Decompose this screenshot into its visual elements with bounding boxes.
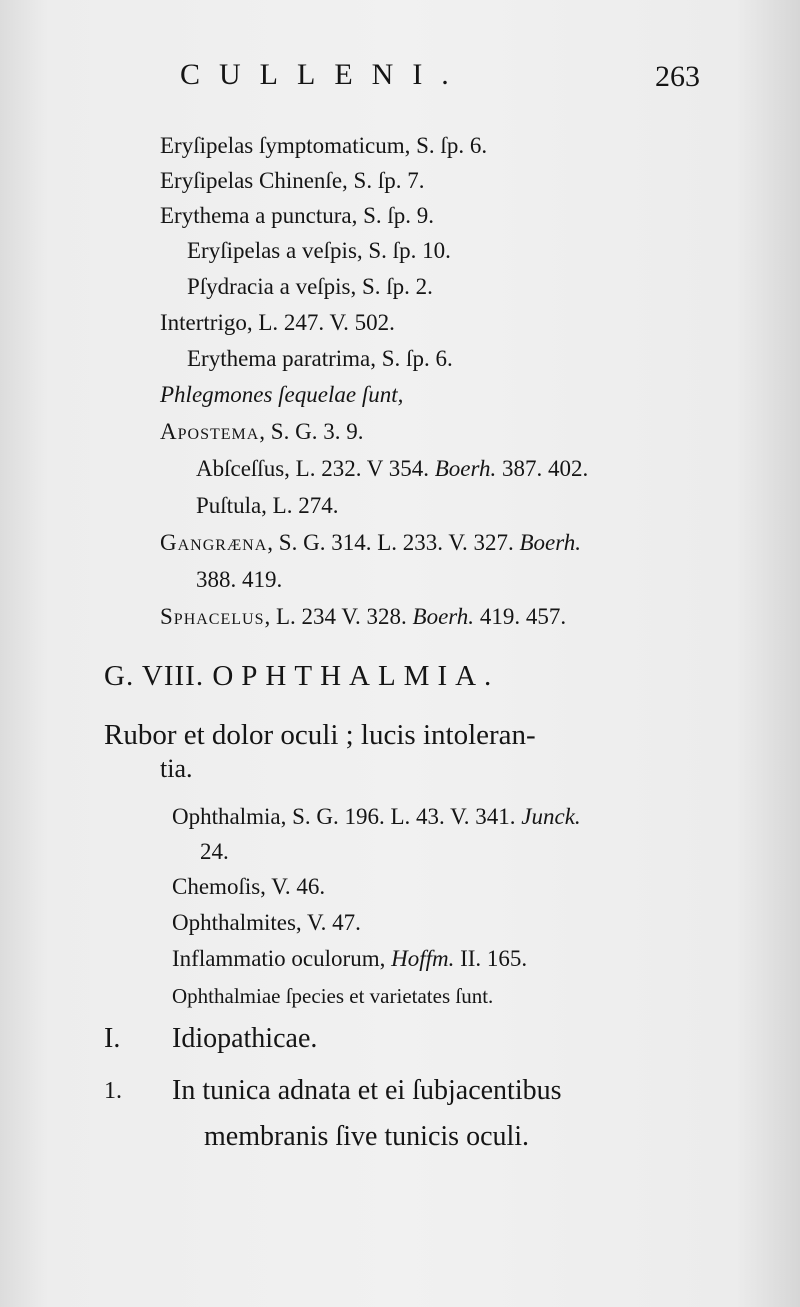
synonym-ophthalmites: Ophthalmites, V. 47. (172, 910, 361, 935)
ophthalmia-text: Ophthalmia, S. G. 196. L. 43. V. 341. (172, 804, 522, 829)
entry-abscessus (196, 455, 588, 483)
section-I-number: I. (104, 1023, 121, 1054)
entry-gangraena (160, 529, 581, 557)
synonym-inflammatio (172, 945, 527, 973)
section-1-line-2: membranis ſive tunicis oculi. (204, 1121, 530, 1152)
abscessus-tail: 387. 402. (496, 456, 589, 481)
inflammatio-text: Inflammatio oculorum, (172, 946, 392, 971)
entry-psydracia-vespis: Pſydracia a veſpis, S. ſp. 2. (187, 274, 433, 299)
gangraena-ref: , S. G. 314. L. 233. V. 327. (267, 530, 520, 555)
section-I-title: Idiopathicae. (172, 1023, 318, 1054)
inflammatio-tail: II. 165. (454, 946, 528, 971)
genus-name: OPHTHALMIA. (212, 660, 500, 692)
entry-erythema-paratrima: Erythema paratrima, S. ſp. 6. (187, 346, 453, 371)
abscessus-text: Abſceſſus, L. 232. V 354. (196, 456, 435, 481)
entry-erythema-punctura: Erythema a punctura, S. ſp. 9. (160, 203, 435, 228)
sphacelus-name: Sphacelus (160, 604, 265, 629)
entry-pustula: Puſtula, L. 274. (196, 493, 339, 518)
abscessus-boerh: Boerh. (434, 456, 497, 481)
definition-line-2: tia. (160, 754, 193, 783)
species-note: Ophthalmiae ſpecies et varietates ſunt. (172, 984, 494, 1008)
sphacelus-boerh: Boerh. (412, 604, 475, 629)
ophthalmia-junck: Junck. (521, 804, 581, 829)
inflammatio-hoffm: Hoffm. (391, 946, 455, 971)
apostema-ref: , S. G. 3. 9. (259, 419, 364, 444)
gangraena-boerh: Boerh. (519, 530, 582, 555)
page-number: 263 (655, 60, 700, 93)
entry-erysipelas-symptomaticum: Eryſipelas ſymptomaticum, S. ſp. 6. (160, 133, 488, 158)
entry-sphacelus (160, 603, 566, 631)
entry-erysipelas-chinense: Eryſipelas Chinenſe, S. ſp. 7. (160, 168, 425, 193)
genus-label: G. VIII. (104, 660, 205, 692)
sphacelus-ref: , L. 234 V. 328. (264, 604, 413, 629)
sphacelus-tail: 419. 457. (474, 604, 567, 629)
gangraena-name: Gangræna (160, 530, 268, 555)
entry-intertrigo: Intertrigo, L. 247. V. 502. (160, 310, 395, 335)
synonym-chemosis: Chemoſis, V. 46. (172, 874, 326, 899)
page-header (0, 58, 800, 98)
entry-erysipelas-vespis: Eryſipelas a veſpis, S. ſp. 10. (187, 238, 451, 263)
running-head: CULLENI. (180, 58, 468, 91)
apostema-name: Apostema (160, 419, 260, 444)
entry-apostema (160, 418, 363, 446)
gangraena-continuation: 388. 419. (196, 567, 283, 592)
definition-line-1: Rubor et dolor oculi ; lucis intoleran- (104, 719, 536, 751)
ophthalmia-continuation: 24. (200, 839, 229, 864)
synonym-ophthalmia (172, 803, 581, 831)
section-1-number: 1. (104, 1078, 122, 1104)
phlegmones-heading: Phlegmones ſequelae ſunt, (160, 382, 404, 407)
section-1-line-1: In tunica adnata et ei ſubjacentibus (172, 1075, 562, 1106)
genus-heading (104, 660, 499, 693)
